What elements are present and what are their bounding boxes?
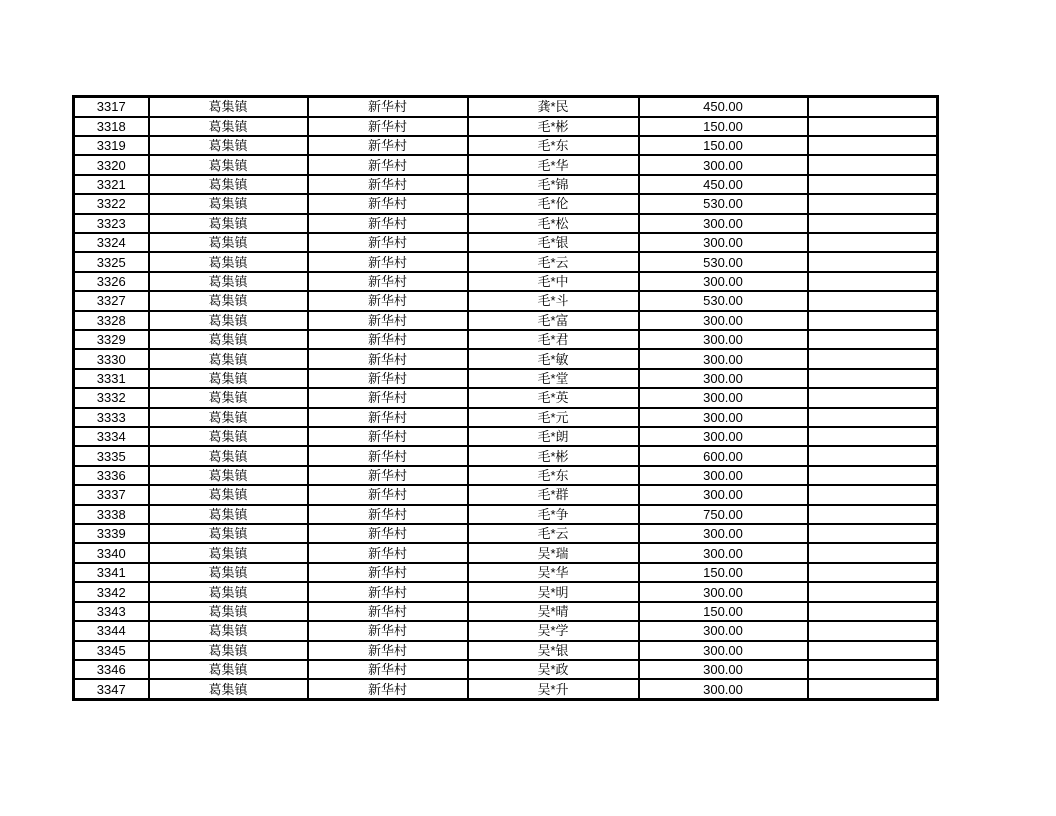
cell-serial-number: 3322 bbox=[74, 194, 149, 213]
cell-town: 葛集镇 bbox=[149, 408, 308, 427]
cell-amount: 300.00 bbox=[639, 679, 808, 699]
cell-town: 葛集镇 bbox=[149, 524, 308, 543]
cell-person-name: 龚*民 bbox=[468, 97, 639, 117]
table-row bbox=[74, 349, 938, 368]
cell-village: 新华村 bbox=[308, 485, 468, 504]
cell-note bbox=[808, 427, 938, 446]
cell-village: 新华村 bbox=[308, 524, 468, 543]
cell-note bbox=[808, 194, 938, 213]
cell-note bbox=[808, 660, 938, 679]
cell-amount: 300.00 bbox=[639, 621, 808, 640]
table-row bbox=[74, 408, 938, 427]
cell-town: 葛集镇 bbox=[149, 349, 308, 368]
cell-serial-number: 3336 bbox=[74, 466, 149, 485]
cell-village: 新华村 bbox=[308, 369, 468, 388]
cell-serial-number: 3347 bbox=[74, 679, 149, 699]
cell-person-name: 吴*银 bbox=[468, 641, 639, 660]
cell-serial-number: 3338 bbox=[74, 505, 149, 524]
table-row bbox=[74, 369, 938, 388]
cell-town: 葛集镇 bbox=[149, 505, 308, 524]
cell-town: 葛集镇 bbox=[149, 155, 308, 174]
cell-village: 新华村 bbox=[308, 543, 468, 562]
cell-note bbox=[808, 621, 938, 640]
cell-person-name: 毛*云 bbox=[468, 252, 639, 271]
table-row bbox=[74, 175, 938, 194]
cell-amount: 300.00 bbox=[639, 524, 808, 543]
cell-village: 新华村 bbox=[308, 388, 468, 407]
cell-town: 葛集镇 bbox=[149, 446, 308, 465]
cell-serial-number: 3334 bbox=[74, 427, 149, 446]
cell-amount: 150.00 bbox=[639, 602, 808, 621]
cell-serial-number: 3340 bbox=[74, 543, 149, 562]
cell-town: 葛集镇 bbox=[149, 330, 308, 349]
table-row bbox=[74, 621, 938, 640]
cell-person-name: 毛*彬 bbox=[468, 446, 639, 465]
payment-table-wrap bbox=[72, 95, 939, 701]
cell-town: 葛集镇 bbox=[149, 117, 308, 136]
cell-village: 新华村 bbox=[308, 679, 468, 699]
cell-village: 新华村 bbox=[308, 330, 468, 349]
cell-serial-number: 3335 bbox=[74, 446, 149, 465]
table-row bbox=[74, 272, 938, 291]
table-row bbox=[74, 388, 938, 407]
cell-person-name: 毛*君 bbox=[468, 330, 639, 349]
table-row bbox=[74, 330, 938, 349]
cell-note bbox=[808, 505, 938, 524]
cell-amount: 300.00 bbox=[639, 427, 808, 446]
cell-town: 葛集镇 bbox=[149, 582, 308, 601]
table-row bbox=[74, 679, 938, 699]
cell-serial-number: 3343 bbox=[74, 602, 149, 621]
cell-village: 新华村 bbox=[308, 136, 468, 155]
cell-town: 葛集镇 bbox=[149, 660, 308, 679]
cell-note bbox=[808, 524, 938, 543]
cell-person-name: 毛*敏 bbox=[468, 349, 639, 368]
cell-note bbox=[808, 136, 938, 155]
cell-amount: 300.00 bbox=[639, 388, 808, 407]
cell-serial-number: 3341 bbox=[74, 563, 149, 582]
cell-serial-number: 3329 bbox=[74, 330, 149, 349]
cell-person-name: 毛*银 bbox=[468, 233, 639, 252]
cell-amount: 300.00 bbox=[639, 349, 808, 368]
cell-amount: 530.00 bbox=[639, 194, 808, 213]
cell-serial-number: 3346 bbox=[74, 660, 149, 679]
cell-village: 新华村 bbox=[308, 466, 468, 485]
cell-village: 新华村 bbox=[308, 233, 468, 252]
cell-serial-number: 3321 bbox=[74, 175, 149, 194]
cell-note bbox=[808, 97, 938, 117]
cell-serial-number: 3318 bbox=[74, 117, 149, 136]
cell-amount: 300.00 bbox=[639, 641, 808, 660]
cell-village: 新华村 bbox=[308, 427, 468, 446]
cell-serial-number: 3331 bbox=[74, 369, 149, 388]
cell-amount: 300.00 bbox=[639, 233, 808, 252]
table-row bbox=[74, 97, 938, 117]
cell-person-name: 毛*堂 bbox=[468, 369, 639, 388]
cell-serial-number: 3332 bbox=[74, 388, 149, 407]
cell-serial-number: 3327 bbox=[74, 291, 149, 310]
table-row bbox=[74, 543, 938, 562]
table-row bbox=[74, 155, 938, 174]
cell-town: 葛集镇 bbox=[149, 175, 308, 194]
cell-person-name: 毛*东 bbox=[468, 136, 639, 155]
cell-amount: 300.00 bbox=[639, 543, 808, 562]
table-row bbox=[74, 427, 938, 446]
cell-person-name: 吴*明 bbox=[468, 582, 639, 601]
table-row bbox=[74, 582, 938, 601]
cell-person-name: 吴*华 bbox=[468, 563, 639, 582]
table-row bbox=[74, 311, 938, 330]
cell-note bbox=[808, 563, 938, 582]
cell-village: 新华村 bbox=[308, 660, 468, 679]
cell-amount: 300.00 bbox=[639, 660, 808, 679]
cell-amount: 300.00 bbox=[639, 466, 808, 485]
cell-serial-number: 3344 bbox=[74, 621, 149, 640]
cell-village: 新华村 bbox=[308, 97, 468, 117]
payment-table bbox=[72, 95, 939, 701]
cell-note bbox=[808, 446, 938, 465]
cell-village: 新华村 bbox=[308, 621, 468, 640]
cell-town: 葛集镇 bbox=[149, 311, 308, 330]
cell-town: 葛集镇 bbox=[149, 233, 308, 252]
cell-note bbox=[808, 485, 938, 504]
cell-note bbox=[808, 602, 938, 621]
cell-village: 新华村 bbox=[308, 291, 468, 310]
cell-person-name: 毛*伦 bbox=[468, 194, 639, 213]
table-row bbox=[74, 233, 938, 252]
cell-serial-number: 3333 bbox=[74, 408, 149, 427]
cell-town: 葛集镇 bbox=[149, 252, 308, 271]
cell-serial-number: 3337 bbox=[74, 485, 149, 504]
cell-note bbox=[808, 369, 938, 388]
table-row bbox=[74, 660, 938, 679]
cell-village: 新华村 bbox=[308, 408, 468, 427]
cell-town: 葛集镇 bbox=[149, 621, 308, 640]
table-row bbox=[74, 524, 938, 543]
cell-serial-number: 3324 bbox=[74, 233, 149, 252]
cell-person-name: 吴*晴 bbox=[468, 602, 639, 621]
table-row bbox=[74, 446, 938, 465]
table-row bbox=[74, 641, 938, 660]
cell-amount: 450.00 bbox=[639, 175, 808, 194]
cell-serial-number: 3326 bbox=[74, 272, 149, 291]
cell-person-name: 毛*松 bbox=[468, 214, 639, 233]
cell-amount: 300.00 bbox=[639, 582, 808, 601]
cell-amount: 300.00 bbox=[639, 408, 808, 427]
cell-serial-number: 3325 bbox=[74, 252, 149, 271]
cell-village: 新华村 bbox=[308, 117, 468, 136]
cell-serial-number: 3317 bbox=[74, 97, 149, 117]
table-row bbox=[74, 117, 938, 136]
cell-note bbox=[808, 252, 938, 271]
table-row bbox=[74, 505, 938, 524]
cell-town: 葛集镇 bbox=[149, 485, 308, 504]
cell-town: 葛集镇 bbox=[149, 272, 308, 291]
cell-note bbox=[808, 408, 938, 427]
cell-town: 葛集镇 bbox=[149, 291, 308, 310]
table-body bbox=[74, 97, 938, 700]
cell-person-name: 毛*华 bbox=[468, 155, 639, 174]
cell-amount: 600.00 bbox=[639, 446, 808, 465]
cell-amount: 300.00 bbox=[639, 369, 808, 388]
cell-town: 葛集镇 bbox=[149, 563, 308, 582]
table-row bbox=[74, 466, 938, 485]
cell-note bbox=[808, 214, 938, 233]
cell-note bbox=[808, 679, 938, 699]
cell-note bbox=[808, 291, 938, 310]
cell-village: 新华村 bbox=[308, 155, 468, 174]
cell-person-name: 毛*中 bbox=[468, 272, 639, 291]
cell-town: 葛集镇 bbox=[149, 97, 308, 117]
cell-village: 新华村 bbox=[308, 214, 468, 233]
cell-note bbox=[808, 466, 938, 485]
cell-amount: 300.00 bbox=[639, 214, 808, 233]
cell-person-name: 毛*英 bbox=[468, 388, 639, 407]
cell-town: 葛集镇 bbox=[149, 679, 308, 699]
cell-village: 新华村 bbox=[308, 311, 468, 330]
cell-village: 新华村 bbox=[308, 194, 468, 213]
cell-person-name: 毛*彬 bbox=[468, 117, 639, 136]
cell-village: 新华村 bbox=[308, 641, 468, 660]
cell-person-name: 吴*升 bbox=[468, 679, 639, 699]
cell-amount: 530.00 bbox=[639, 252, 808, 271]
cell-amount: 530.00 bbox=[639, 291, 808, 310]
cell-town: 葛集镇 bbox=[149, 641, 308, 660]
cell-note bbox=[808, 641, 938, 660]
cell-town: 葛集镇 bbox=[149, 214, 308, 233]
cell-note bbox=[808, 155, 938, 174]
cell-town: 葛集镇 bbox=[149, 543, 308, 562]
cell-person-name: 毛*朗 bbox=[468, 427, 639, 446]
cell-person-name: 毛*锦 bbox=[468, 175, 639, 194]
cell-village: 新华村 bbox=[308, 563, 468, 582]
cell-serial-number: 3328 bbox=[74, 311, 149, 330]
cell-town: 葛集镇 bbox=[149, 427, 308, 446]
cell-note bbox=[808, 311, 938, 330]
cell-amount: 300.00 bbox=[639, 330, 808, 349]
cell-town: 葛集镇 bbox=[149, 194, 308, 213]
cell-village: 新华村 bbox=[308, 252, 468, 271]
cell-person-name: 毛*东 bbox=[468, 466, 639, 485]
cell-town: 葛集镇 bbox=[149, 388, 308, 407]
cell-amount: 150.00 bbox=[639, 136, 808, 155]
cell-village: 新华村 bbox=[308, 446, 468, 465]
table-row bbox=[74, 563, 938, 582]
cell-amount: 750.00 bbox=[639, 505, 808, 524]
cell-amount: 450.00 bbox=[639, 97, 808, 117]
table-row bbox=[74, 214, 938, 233]
cell-serial-number: 3330 bbox=[74, 349, 149, 368]
cell-village: 新华村 bbox=[308, 349, 468, 368]
cell-amount: 300.00 bbox=[639, 485, 808, 504]
table-row bbox=[74, 602, 938, 621]
cell-note bbox=[808, 388, 938, 407]
cell-village: 新华村 bbox=[308, 505, 468, 524]
cell-person-name: 吴*政 bbox=[468, 660, 639, 679]
cell-serial-number: 3323 bbox=[74, 214, 149, 233]
cell-serial-number: 3319 bbox=[74, 136, 149, 155]
cell-amount: 300.00 bbox=[639, 311, 808, 330]
cell-note bbox=[808, 543, 938, 562]
cell-person-name: 毛*富 bbox=[468, 311, 639, 330]
cell-town: 葛集镇 bbox=[149, 369, 308, 388]
cell-person-name: 吴*瑞 bbox=[468, 543, 639, 562]
cell-person-name: 毛*元 bbox=[468, 408, 639, 427]
cell-amount: 150.00 bbox=[639, 117, 808, 136]
cell-serial-number: 3342 bbox=[74, 582, 149, 601]
cell-note bbox=[808, 175, 938, 194]
cell-person-name: 毛*斗 bbox=[468, 291, 639, 310]
cell-serial-number: 3339 bbox=[74, 524, 149, 543]
table-row bbox=[74, 291, 938, 310]
table-row bbox=[74, 194, 938, 213]
cell-note bbox=[808, 233, 938, 252]
cell-note bbox=[808, 272, 938, 291]
cell-note bbox=[808, 117, 938, 136]
cell-village: 新华村 bbox=[308, 272, 468, 291]
cell-amount: 300.00 bbox=[639, 155, 808, 174]
cell-person-name: 毛*争 bbox=[468, 505, 639, 524]
cell-note bbox=[808, 349, 938, 368]
table-row bbox=[74, 485, 938, 504]
cell-serial-number: 3320 bbox=[74, 155, 149, 174]
table-row bbox=[74, 136, 938, 155]
table-row bbox=[74, 252, 938, 271]
cell-town: 葛集镇 bbox=[149, 466, 308, 485]
cell-note bbox=[808, 582, 938, 601]
cell-town: 葛集镇 bbox=[149, 136, 308, 155]
cell-note bbox=[808, 330, 938, 349]
cell-village: 新华村 bbox=[308, 175, 468, 194]
cell-amount: 150.00 bbox=[639, 563, 808, 582]
cell-village: 新华村 bbox=[308, 582, 468, 601]
cell-town: 葛集镇 bbox=[149, 602, 308, 621]
cell-serial-number: 3345 bbox=[74, 641, 149, 660]
cell-person-name: 吴*学 bbox=[468, 621, 639, 640]
cell-amount: 300.00 bbox=[639, 272, 808, 291]
cell-person-name: 毛*群 bbox=[468, 485, 639, 504]
cell-village: 新华村 bbox=[308, 602, 468, 621]
cell-person-name: 毛*云 bbox=[468, 524, 639, 543]
